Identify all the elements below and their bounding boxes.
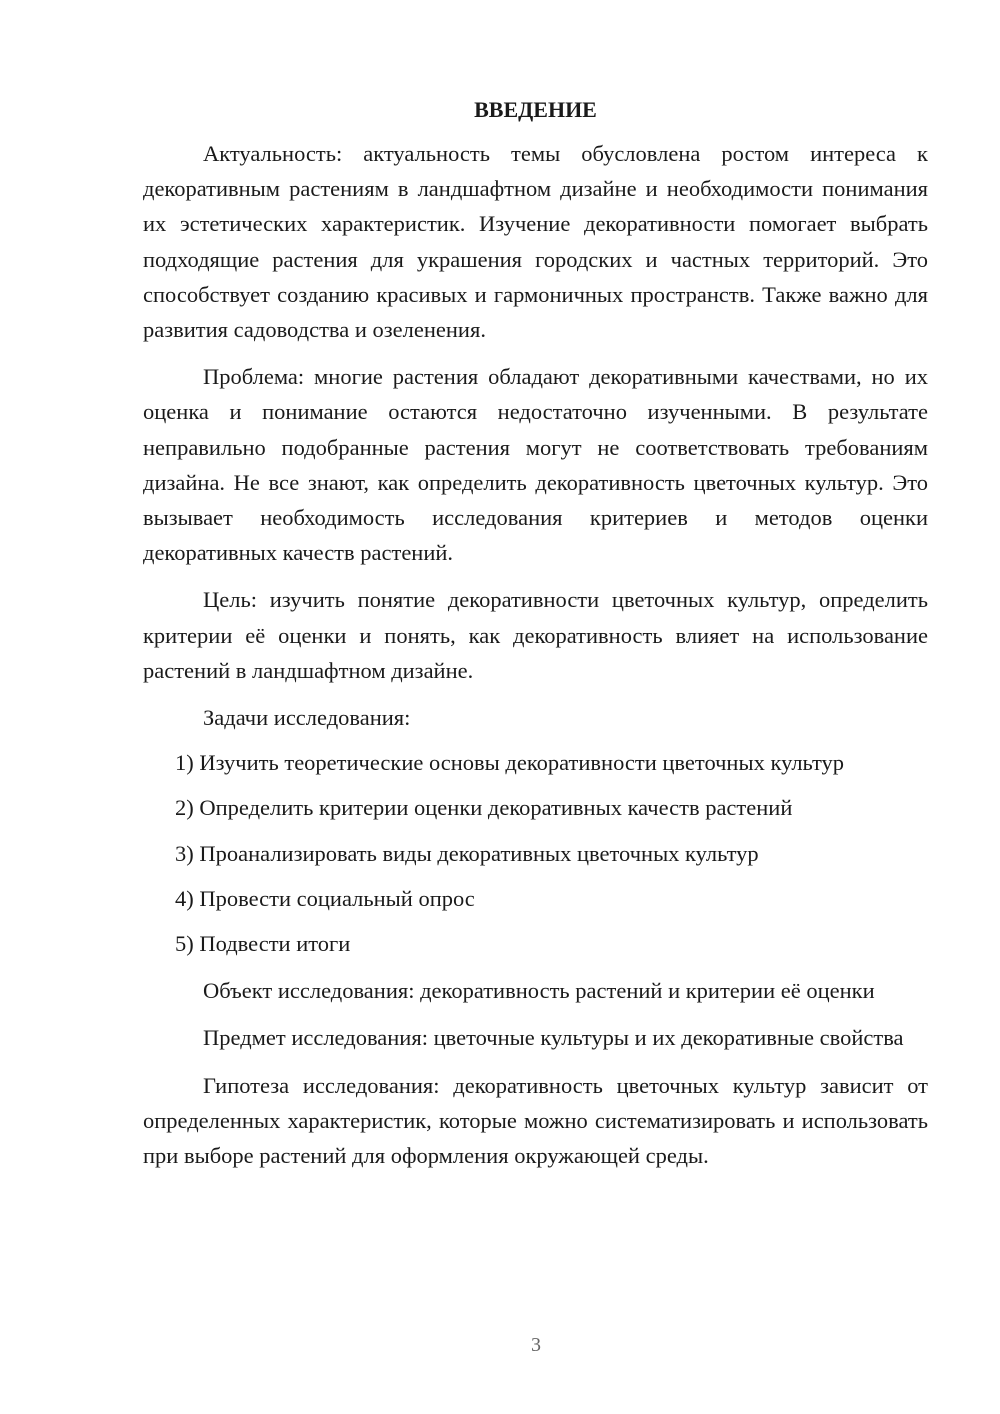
- object-paragraph: Объект исследования: декоративность растений и критерии её оценки: [203, 978, 875, 1004]
- list-item: 2) Определить критерии оценки декоративных качеств растений: [175, 795, 793, 821]
- hypothesis-paragraph: Гипотеза исследования: декоративность цветочных культур зависит от определенных характеристик, которые можно систематизировать и использовать при выборе растений для оформления окружающей среды.: [143, 1072, 928, 1169]
- tasks-list: [143, 745, 928, 961]
- page-number: 3: [531, 1334, 541, 1356]
- list-item: 3) Проанализировать виды декоративных цветочных культур: [175, 840, 759, 866]
- list-item: 1) Изучить теоретические основы декоративности цветочных культур: [175, 750, 845, 776]
- list-item: 4) Провести социальный опрос: [175, 885, 475, 911]
- subject-paragraph: Предмет исследования: цветочные культуры и их декоративные свойства: [203, 1025, 904, 1051]
- document-page: [143, 94, 928, 1173]
- goal-paragraph: Цель: изучить понятие декоративности цветочных культур, определить критерии её оценки и понять, как декоративность влияет на использование растений в ландшафтном дизайне.: [143, 587, 928, 683]
- problem-paragraph: Проблема: многие растения обладают декоративными качествами, но их оценка и понимание остаются недостаточно изученными. В результате неправильно подобранные растения могут не соответствовать требованиям дизайна. Не все знают, как определить декоративность цветочных культур. Это вызывает необходимость исследования критериев и методов оценки декоративных качеств растений.: [143, 364, 928, 566]
- relevance-paragraph: Актуальность: актуальность темы обусловлена ростом интереса к декоративным растениям в ландшафтном дизайне и необходимости понимания их эстетических характеристик. Изучение декоративности помогает выбрать подходящие растения для украшения городских и частных территорий. Это способствует созданию красивых и гармоничных пространств. Также важно для развития садоводства и озеленения.: [143, 141, 928, 343]
- section-heading: ВВЕДЕНИЕ: [474, 97, 597, 122]
- list-item: 5) Подвести итоги: [175, 931, 351, 957]
- tasks-heading: Задачи исследования:: [203, 705, 411, 731]
